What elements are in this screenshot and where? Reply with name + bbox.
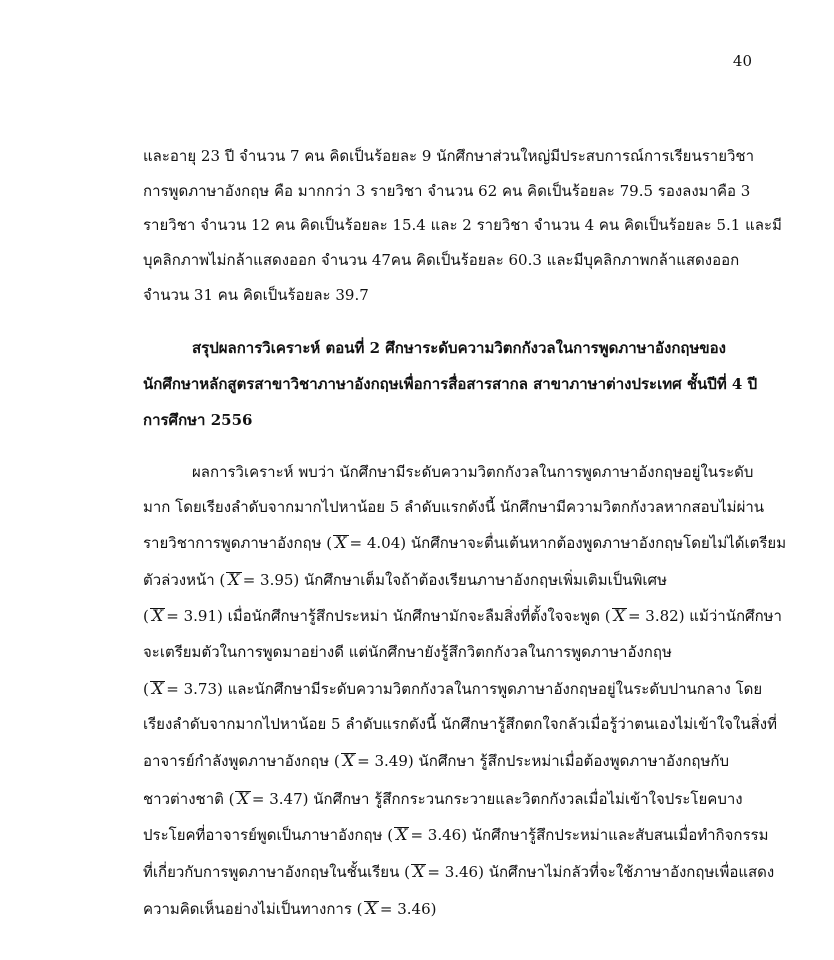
page-number: 40 (732, 52, 752, 70)
paragraph2-line4-text-b: = 3.95) นักศึกษาเต็มใจถ้าต้องเรียนภาษาอังกฤษเพิ่มเติมเป็นพิเศษ (242, 571, 667, 589)
paragraph1-line3: รายวิชา จำนวน 12 คน คิดเป็นร้อยละ 15.4 และ 2 รายวิชา จำนวน 4 คน คิดเป็นร้อยละ 5.1 และมี (143, 216, 782, 234)
paragraph2-line3-text-a: รายวิชาการพูดภาษาอังกฤษ ( (143, 534, 333, 552)
paragraph2-line11-text-a: ประโยคที่อาจารย์พูดเป็นภาษาอังกฤษ ( (143, 826, 394, 844)
section-heading-line1: สรุปผลการวิเคราะห์ ตอนที่ 2 ศึกษาระดับความวิตกกังวลในการพูดภาษาอังกฤษของ (192, 339, 726, 357)
paragraph2-line4-text-a: ตัวล่วงหน้า ( (143, 571, 226, 589)
paragraph1-line1: และอายุ 23 ปี จำนวน 7 คน คิดเป็นร้อยละ 9 นักศึกษาส่วนใหญ่มีประสบการณ์การเรียนรายวิชา (143, 147, 755, 165)
paragraph2-line11-text-b: = 3.46) นักศึกษารู้สึกประหม่าและสับสนเมื่อทำกิจกรรม (410, 826, 769, 844)
mean-symbol: X (228, 570, 240, 589)
mean-symbol: X (151, 606, 164, 625)
mean-symbol: X (335, 533, 347, 552)
mean-symbol: X (365, 899, 377, 918)
paragraph2-line1: ผลการวิเคราะห์ พบว่า นักศึกษามีระดับความวิตกกังวลในการพูดภาษาอังกฤษอยู่ในระดับ (192, 463, 754, 481)
paragraph2-line5 (143, 606, 782, 626)
paragraph2-line7-text-b: = 3.73) และนักศึกษามีระดับความวิตกกังวลในการพูดภาษาอังกฤษอยู่ในระดับปานกลาง โดย (166, 680, 763, 698)
paragraph2-line12-text-a: ที่เกี่ยวกับการพูดภาษาอังกฤษในชั้นเรียน ( (143, 863, 410, 881)
paragraph2-line13-text-a: ความคิดเห็นอย่างไม่เป็นทางการ ( (143, 900, 363, 918)
paragraph1-line4: บุคลิกภาพไม่กล้าแสดงออก จำนวน 47คน คิดเป็นร้อยละ 60.3 และมีบุคลิกภาพกล้าแสดงออก (143, 251, 740, 269)
paragraph2-line5-text-c: = 3.82) แม้ว่านักศึกษา (627, 607, 782, 625)
paragraph2-line7 (143, 679, 762, 699)
paragraph2-line7-text-a: ( (143, 680, 149, 698)
mean-symbol: X (396, 825, 408, 844)
mean-symbol: X (412, 862, 425, 881)
paragraph1-line5: จำนวน 31 คน คิดเป็นร้อยละ 39.7 (143, 286, 369, 304)
paragraph2-line5-text-a: ( (143, 607, 149, 625)
paragraph2-line3 (143, 533, 786, 553)
mean-symbol: X (342, 751, 355, 770)
paragraph2-line13-text-b: = 3.46) (379, 900, 437, 918)
paragraph2-line11 (143, 825, 768, 845)
mean-symbol: X (613, 606, 625, 625)
paragraph2-line12-text-b: = 3.46) นักศึกษาไม่กลัวที่จะใช้ภาษาอังกฤษเพื่อแสดง (427, 863, 775, 881)
paragraph1-line2: การพูดภาษาอังกฤษ คือ มากกว่า 3 รายวิชา จำนวน 62 คน คิดเป็นร้อยละ 79.5 รองลงมาคือ 3 (143, 182, 751, 200)
paragraph2-line9-text-a: อาจารย์กำลังพูดภาษาอังกฤษ ( (143, 752, 340, 770)
paragraph2-line5-text-b: = 3.91) เมื่อนักศึกษารู้สึกประหม่า นักศึกษามักจะลืมสิ่งที่ตั้งใจจะพูด ( (166, 607, 611, 625)
paragraph2-line13 (143, 899, 437, 919)
paragraph2-line6: จะเตรียมตัวในการพูดมาอย่างดี แต่นักศึกษายังรู้สึกวิตกกังวลในการพูดภาษาอังกฤษ (143, 643, 672, 661)
paragraph2-line8: เรียงลำดับจากมากไปหาน้อย 5 ลำดับแรกดังนี้ นักศึกษารู้สึกตกใจกลัวเมื่อรู้ว่าตนเองไม่เข้าใจในสิ่งที่ (143, 715, 777, 733)
section-heading-line2: นักศึกษาหลักสูตรสาขาวิชาภาษาอังกฤษเพื่อการสื่อสารสากล สาขาภาษาต่างประเทศ ชั้นปีที่ 4 ปี (143, 375, 758, 393)
paragraph2-line4 (143, 570, 667, 590)
mean-symbol: X (237, 789, 249, 808)
paragraph2-line10-text-b: = 3.47) นักศึกษา รู้สึกกระวนกระวายและวิตกกังวลเมื่อไม่เข้าใจประโยคบาง (251, 790, 743, 808)
section-heading-line3: การศึกษา 2556 (143, 411, 253, 429)
paragraph2-line3-text-b: = 4.04) นักศึกษาจะตื่นเต้นหากต้องพูดภาษาอังกฤษโดยไม่ได้เตรียม (349, 534, 787, 552)
paragraph2-line2: มาก โดยเรียงลำดับจากมากไปหาน้อย 5 ลำดับแรกดังนี้ นักศึกษามีความวิตกกังวลหากสอบไม่ผ่าน (143, 498, 765, 516)
paragraph2-line9-text-b: = 3.49) นักศึกษา รู้สึกประหม่าเมื่อต้องพูดภาษาอังกฤษกับ (357, 752, 729, 770)
paragraph2-line9 (143, 751, 729, 771)
paragraph2-line10 (143, 789, 743, 809)
paragraph2-line10-text-a: ชาวต่างชาติ ( (143, 790, 235, 808)
mean-symbol: X (151, 679, 164, 698)
paragraph2-line12 (143, 862, 774, 882)
